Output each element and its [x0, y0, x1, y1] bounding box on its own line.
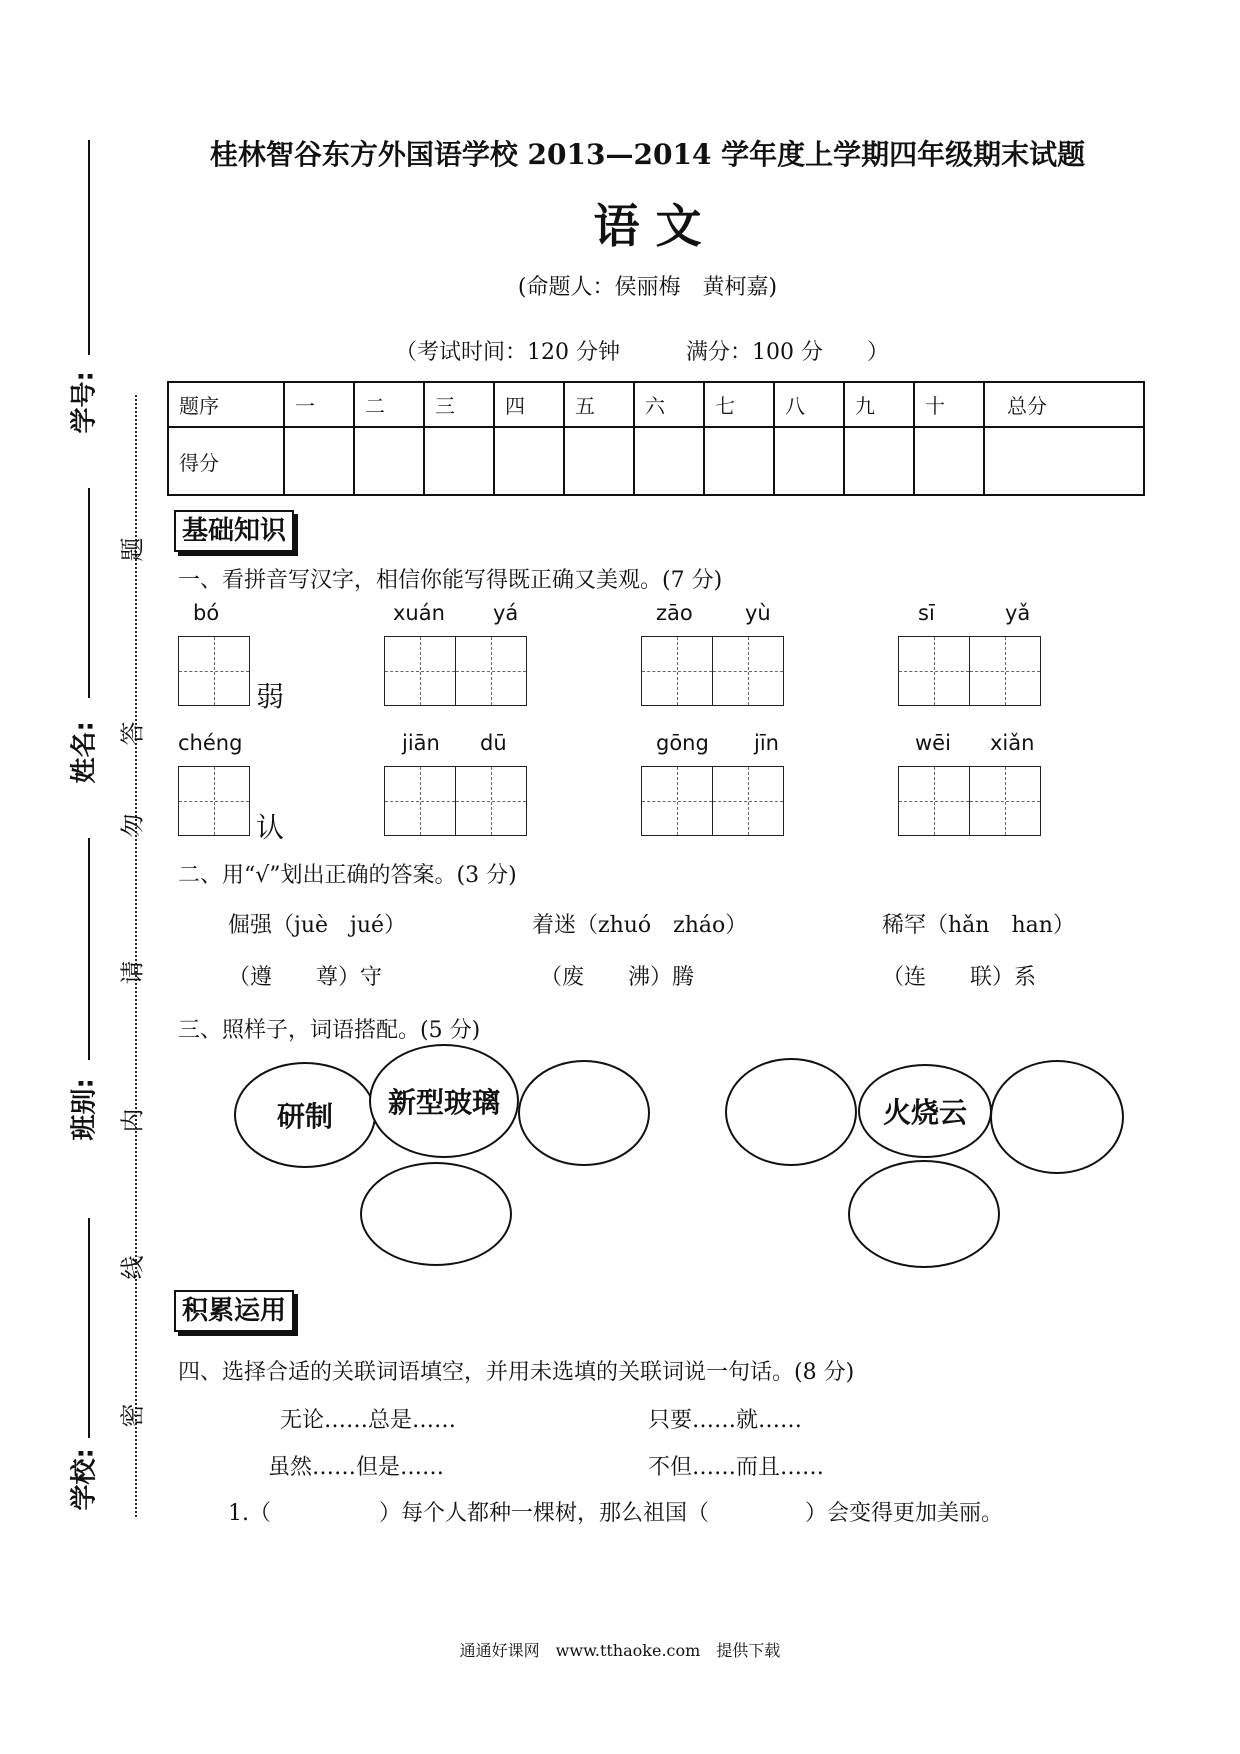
score-head-cell: 总分	[984, 382, 1144, 427]
word-bubble-blank[interactable]	[360, 1162, 512, 1266]
word-bubble-noun: 火烧云	[858, 1064, 992, 1158]
writing-grid[interactable]	[898, 766, 1041, 836]
writing-grid[interactable]	[641, 766, 784, 836]
q1-title: 一、看拼音写汉字，相信你能写得既正确又美观。(7 分)	[178, 568, 723, 593]
word-bubble-blank[interactable]	[725, 1058, 857, 1166]
pinyin: xuán	[393, 601, 445, 625]
score-row-label: 得分	[168, 427, 284, 495]
q2-choice[interactable]: 稀罕（hǎn han）	[882, 913, 1075, 938]
footer-source: 通通好课网 www.tthaoke.com 提供下载	[459, 1641, 781, 1660]
seal-note-1: 题	[118, 537, 147, 562]
q2-choice[interactable]: （废 沸）腾	[540, 965, 695, 990]
q2-choice[interactable]: （遵 尊）守	[228, 965, 383, 990]
writing-grid[interactable]	[641, 636, 784, 706]
section-accumulation: 积累运用	[174, 1290, 294, 1332]
q4-title: 四、选择合适的关联词语填空，并用未选填的关联词说一句话。(8 分)	[178, 1360, 855, 1385]
pinyin: jiān	[402, 731, 440, 755]
q4-option: 不但……而且……	[648, 1455, 825, 1480]
score-head-cell: 题序	[168, 382, 284, 427]
seal-note-5: 内	[118, 1108, 147, 1133]
score-head-cell: 十	[914, 382, 984, 427]
given-character: 认	[256, 811, 285, 844]
score-table	[167, 381, 1145, 496]
score-head-cell: 九	[844, 382, 914, 427]
pinyin: sī	[918, 601, 935, 625]
score-head-cell: 五	[564, 382, 634, 427]
pinyin: xiǎn	[990, 731, 1035, 755]
score-head-cell: 四	[494, 382, 564, 427]
writing-grid[interactable]	[384, 766, 527, 836]
score-cell[interactable]	[494, 427, 564, 495]
word-bubble-blank[interactable]	[990, 1060, 1124, 1174]
word-bubble-blank[interactable]	[848, 1160, 1000, 1268]
q4-option: 只要……就……	[648, 1408, 803, 1433]
q4-option: 无论……总是……	[280, 1408, 457, 1433]
section-basic-knowledge: 基础知识	[174, 510, 294, 552]
score-total-cell[interactable]	[984, 427, 1144, 495]
word-bubble-noun: 新型玻璃	[369, 1044, 519, 1158]
score-head-cell: 三	[424, 382, 494, 427]
word-bubble-blank[interactable]	[518, 1060, 650, 1166]
pinyin: dū	[480, 731, 507, 755]
score-cell[interactable]	[424, 427, 494, 495]
score-cell[interactable]	[354, 427, 424, 495]
name-label: 姓名:	[69, 721, 100, 784]
authors: (命题人：侯丽梅 黄柯嘉)	[517, 275, 778, 300]
score-cell[interactable]	[704, 427, 774, 495]
score-cell[interactable]	[284, 427, 354, 495]
pinyin: yù	[745, 601, 771, 625]
writing-grid[interactable]	[178, 766, 250, 836]
pinyin: gōng	[656, 731, 709, 755]
pinyin: wēi	[915, 731, 951, 755]
margin-line-3	[88, 838, 90, 1060]
q3-title: 三、照样子，词语搭配。(5 分)	[178, 1018, 481, 1043]
student-number-label: 学号:	[69, 371, 100, 434]
score-cell[interactable]	[634, 427, 704, 495]
q2-choice[interactable]: 倔强（juè jué）	[228, 913, 407, 938]
writing-grid[interactable]	[898, 636, 1041, 706]
margin-line-4	[88, 1218, 90, 1438]
q2-choice[interactable]: 着迷（zhuó zháo）	[532, 913, 748, 938]
exam-info: （考试时间：120 分钟 满分：100 分 ）	[395, 340, 889, 365]
score-head-cell: 七	[704, 382, 774, 427]
q4-s1-prefix: 1.（	[228, 1501, 271, 1526]
score-cell[interactable]	[844, 427, 914, 495]
subject-title: 语 文	[593, 199, 702, 253]
score-cell[interactable]	[564, 427, 634, 495]
score-head-cell: 二	[354, 382, 424, 427]
seal-note-2: 答	[118, 721, 147, 746]
score-head-cell: 六	[634, 382, 704, 427]
q4-sentence-1	[228, 1496, 1003, 1527]
q2-title: 二、用“√”划出正确的答案。(3 分)	[178, 863, 517, 888]
pinyin: zāo	[656, 601, 693, 625]
score-cell[interactable]	[914, 427, 984, 495]
score-head-cell: 八	[774, 382, 844, 427]
q4-option: 虽然……但是……	[268, 1455, 445, 1480]
score-cell[interactable]	[774, 427, 844, 495]
pinyin: chéng	[178, 731, 243, 755]
seal-note-3: 勿	[118, 813, 147, 838]
given-character: 弱	[256, 680, 285, 713]
pinyin: yǎ	[1005, 601, 1031, 625]
word-bubble-verb: 研制	[234, 1062, 376, 1168]
pinyin: yá	[493, 601, 519, 625]
margin-line-2	[88, 488, 90, 698]
writing-grid[interactable]	[178, 636, 250, 706]
q4-s1-suffix: ）会变得更加美丽。	[805, 1501, 1004, 1526]
school-title: 桂林智谷东方外国语学校 2013—2014 学年度上学期四年级期末试题	[209, 138, 1086, 171]
class-label: 班别:	[69, 1078, 100, 1141]
q2-choice[interactable]: （连 联）系	[882, 965, 1037, 990]
school-label: 学校:	[69, 1448, 100, 1511]
writing-grid[interactable]	[384, 636, 527, 706]
seal-note-6: 线	[118, 1255, 147, 1280]
q4-s1-mid: ）每个人都种一棵树，那么祖国（	[379, 1501, 710, 1526]
seal-note-7: 密	[118, 1403, 147, 1428]
score-head-cell: 一	[284, 382, 354, 427]
pinyin: bó	[193, 601, 220, 625]
pinyin: jīn	[754, 731, 779, 755]
seal-dotted-line	[135, 395, 137, 1517]
seal-note-4: 请	[118, 960, 147, 985]
